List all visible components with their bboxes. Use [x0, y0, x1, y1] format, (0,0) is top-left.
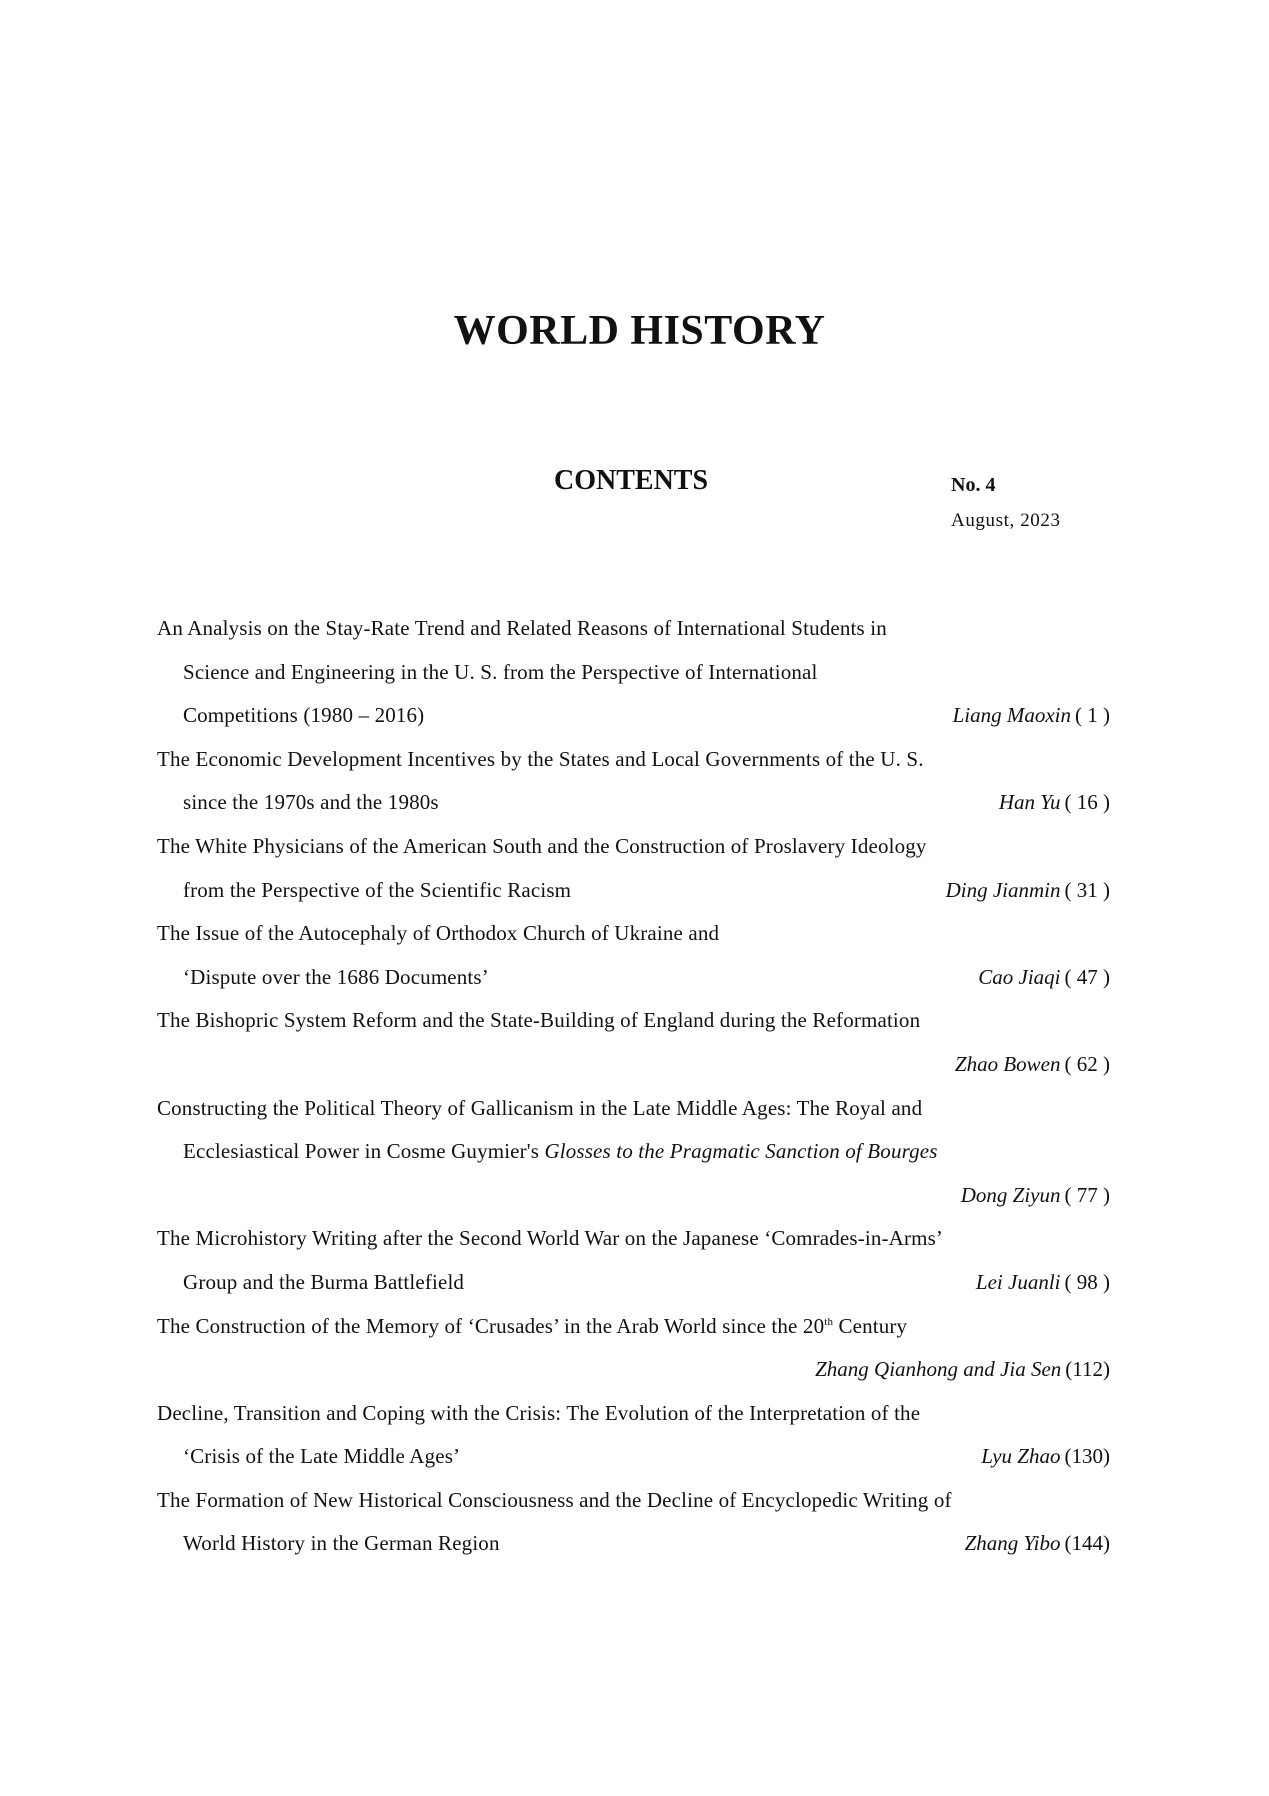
toc-entry-title-line	[157, 1087, 1110, 1131]
toc-entry-title-line	[157, 1043, 1110, 1087]
toc-entry-page: ( 16 )	[1064, 790, 1110, 815]
toc-entry-title: The Issue of the Autocephaly of Orthodox Church of Ukraine and	[157, 921, 720, 946]
toc-entry-title: Constructing the Political Theory of Gallicanism in the Late Middle Ages: The Royal and	[157, 1095, 923, 1120]
toc-entry-page: (144)	[1064, 1531, 1110, 1556]
toc-entry-byline	[976, 1261, 1110, 1305]
toc-entry-title-line	[157, 1522, 1110, 1566]
journal-title: WORLD HISTORY	[453, 308, 826, 354]
toc-entry-title-line	[157, 999, 1110, 1043]
toc-entry-title: World History in the German Region	[183, 1531, 500, 1556]
issue-number: No. 4	[951, 474, 996, 496]
toc-entry-page: (130)	[1064, 1444, 1110, 1469]
toc-entry[interactable]	[157, 1305, 1110, 1392]
toc-entry-title-line	[157, 1261, 1110, 1305]
toc-entry-page: ( 77 )	[1064, 1182, 1110, 1207]
toc-entry-title: Group and the Burma Battlefield	[183, 1269, 465, 1294]
toc-entry-title-line	[157, 651, 1110, 695]
toc-entry-title-part: The Construction of the Memory of ‘Crusades’ in the Arab World since the 20	[157, 1313, 825, 1338]
table-of-contents	[157, 607, 1110, 1566]
toc-entry-author: Zhang Qianhong and Jia Sen	[815, 1357, 1062, 1382]
issue-date: August, 2023	[951, 510, 1061, 531]
toc-entry-title: The Bishopric System Reform and the State-Building of England during the Reformation	[157, 1008, 921, 1033]
toc-entry-title: since the 1970s and the 1980s	[183, 790, 439, 815]
toc-entry-byline	[953, 694, 1110, 738]
toc-entry-title: Decline, Transition and Coping with the Crisis: The Evolution of the Interpretation of the	[157, 1400, 921, 1425]
toc-entry-page: ( 31 )	[1064, 877, 1110, 902]
contents-heading: CONTENTS	[554, 465, 709, 496]
toc-entry-title-plain: Ecclesiastical Power in Cosme Guymier's	[183, 1139, 545, 1164]
toc-entry-title: The Microhistory Writing after the Second World War on the Japanese ‘Comrades-in-Arms’	[157, 1226, 944, 1251]
toc-entry-title: ‘Crisis of the Late Middle Ages’	[183, 1444, 461, 1469]
toc-entry[interactable]	[157, 1479, 1110, 1566]
toc-entry-title-line	[157, 1392, 1110, 1436]
toc-entry-title: The Formation of New Historical Consciousness and the Decline of Encyclopedic Writing of	[157, 1487, 952, 1512]
toc-entry-author: Cao Jiaqi	[978, 964, 1061, 989]
toc-entry-author: Lyu Zhao	[981, 1444, 1061, 1469]
toc-entry-title-line	[157, 912, 1110, 956]
toc-entry-title: Science and Engineering in the U. S. from the Perspective of International	[183, 659, 818, 684]
toc-entry-author: Zhang Yibo	[964, 1531, 1061, 1556]
toc-entry[interactable]	[157, 607, 1110, 738]
toc-entry[interactable]	[157, 999, 1110, 1086]
toc-entry-page: ( 47 )	[1064, 964, 1110, 989]
toc-entry-author: Lei Juanli	[975, 1269, 1061, 1294]
toc-entry-author: Han Yu	[998, 790, 1061, 815]
toc-entry-title-line	[157, 1217, 1110, 1261]
toc-entry[interactable]	[157, 1217, 1110, 1304]
toc-entry-title-line	[157, 781, 1110, 825]
toc-entry-byline	[981, 1435, 1110, 1479]
toc-entry-byline	[961, 1174, 1110, 1218]
toc-entry-byline	[955, 1043, 1110, 1087]
ordinal-superscript: th	[824, 1315, 834, 1328]
toc-entry-title-line	[157, 1479, 1110, 1523]
toc-entry-title-line	[157, 825, 1110, 869]
toc-entry-title: The White Physicians of the American South and the Construction of Proslavery Ideology	[157, 833, 927, 858]
toc-entry-title: from the Perspective of the Scientific Racism	[183, 877, 572, 902]
toc-entry-title-line	[157, 1305, 1110, 1349]
toc-entry-title-part: Century	[833, 1313, 908, 1338]
toc-entry-title-line	[157, 1174, 1110, 1218]
toc-entry-byline	[946, 869, 1110, 913]
toc-entry-title-line	[157, 1130, 1110, 1174]
toc-entry-byline	[999, 781, 1110, 825]
toc-entry-title-line	[157, 869, 1110, 913]
toc-entry-page: (112)	[1065, 1357, 1110, 1382]
toc-entry-author: Liang Maoxin	[952, 703, 1071, 728]
toc-entry-page: ( 98 )	[1064, 1269, 1110, 1294]
toc-entry[interactable]	[157, 912, 1110, 999]
toc-entry-byline	[965, 1522, 1110, 1566]
toc-entry-title	[183, 1130, 938, 1174]
toc-entry-title: ‘Dispute over the 1686 Documents’	[183, 964, 489, 989]
toc-entry-title: The Economic Development Incentives by the States and Local Governments of the U. S.	[157, 746, 924, 771]
toc-entry[interactable]	[157, 1087, 1110, 1218]
toc-entry-title: Competitions (1980 – 2016)	[183, 703, 425, 728]
toc-entry-author: Dong Ziyun	[960, 1182, 1061, 1207]
toc-entry-title-line	[157, 1435, 1110, 1479]
toc-entry-title-line	[157, 956, 1110, 1000]
toc-entry-title-line	[157, 694, 1110, 738]
toc-entry-author: Zhao Bowen	[954, 1051, 1061, 1076]
toc-entry-title: An Analysis on the Stay-Rate Trend and Related Reasons of International Students in	[157, 616, 887, 640]
toc-entry-byline	[815, 1348, 1110, 1392]
toc-entry-title-line	[157, 607, 1110, 651]
toc-entry[interactable]	[157, 1392, 1110, 1479]
toc-entry-page: ( 1 )	[1075, 703, 1110, 728]
toc-entry-title-italic: Glosses to the Pragmatic Sanction of Bourges	[544, 1139, 938, 1164]
toc-entry-byline	[978, 956, 1110, 1000]
toc-entry-title-line	[157, 738, 1110, 782]
toc-entry-title-line	[157, 1348, 1110, 1392]
toc-entry[interactable]	[157, 825, 1110, 912]
toc-entry-page: ( 62 )	[1064, 1051, 1110, 1076]
toc-entry-author: Ding Jianmin	[945, 877, 1061, 902]
toc-entry[interactable]	[157, 738, 1110, 825]
toc-entry-title	[157, 1305, 907, 1349]
